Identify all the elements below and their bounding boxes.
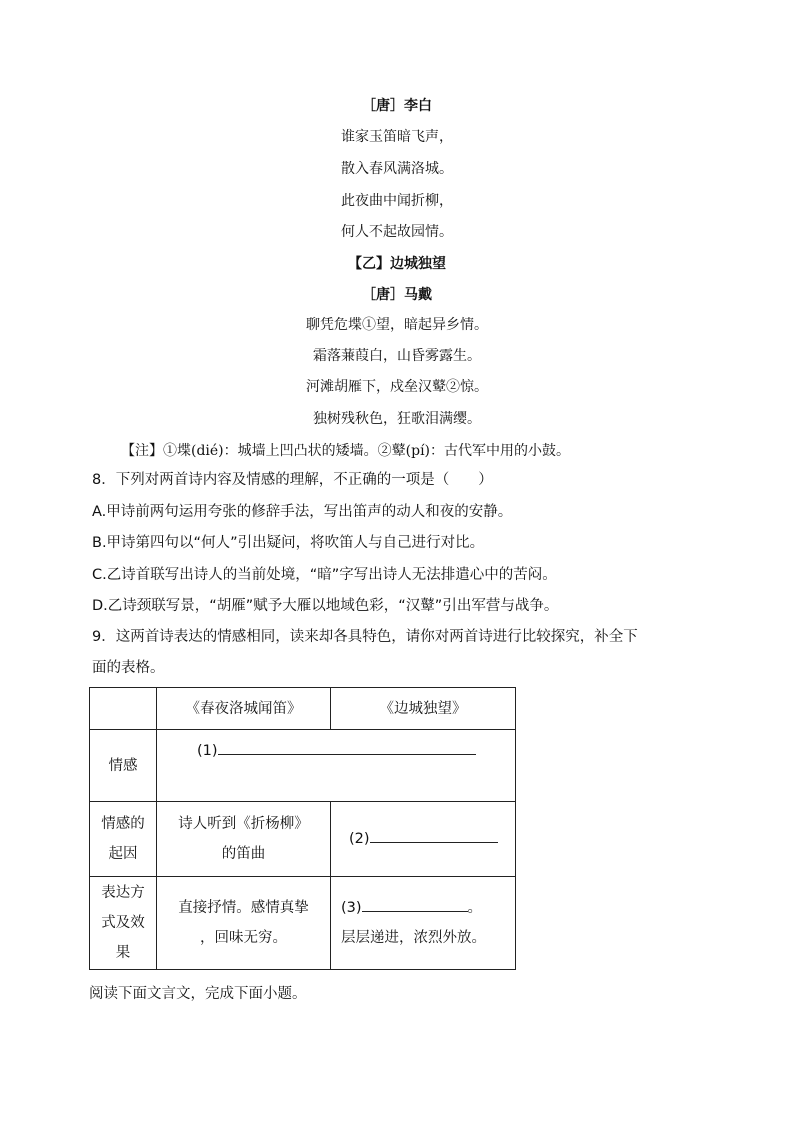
question-8-option-c: C.乙诗首联写出诗人的当前处境，“暗”字写出诗人无法排遣心中的苦闷。 (92, 567, 557, 583)
table-row-cause (90, 802, 516, 877)
poem-b-line-1: 聊凭危堞①望，暗起异乡情。 (306, 317, 488, 333)
row-label-cause-l1: 情感的 (101, 816, 145, 832)
poem-b-author: ［唐］马戴 (362, 287, 432, 303)
table-header-poem-b: 《边城独望》 (331, 688, 516, 730)
cause-poem-a-cell (157, 802, 331, 877)
blank-3-marker: (3) (341, 900, 362, 916)
poem-b-line-4: 独树残秋色，狂歌泪满缨。 (313, 411, 481, 427)
cause-poem-a-l1: 诗人听到《折杨柳》 (178, 816, 309, 832)
row-label-expression (90, 877, 157, 970)
poem-b-title: 【乙】边城独望 (348, 256, 446, 272)
question-8-stem: 8．下列对两首诗内容及情感的理解，不正确的一项是（ ） (92, 472, 493, 488)
table-row-expression (90, 877, 516, 970)
row-label-expression-l2: 式及效 (101, 915, 145, 931)
poem-a-line-3: 此夜曲中闻折柳， (341, 193, 453, 209)
question-8-option-b: B.甲诗第四句以“何人”引出疑问，将吹笛人与自己进行对比。 (92, 535, 485, 551)
blank-1-marker: (1) (197, 743, 218, 759)
answer-blank-3[interactable] (362, 895, 468, 912)
row-label-cause (90, 802, 157, 877)
poem-a-author: ［唐］李白 (362, 98, 432, 114)
answer-blank-1[interactable] (218, 738, 476, 755)
row-label-emotion: 情感 (90, 730, 157, 802)
poem-b-line-2: 霜落蒹葭白，山昏雾露生。 (313, 348, 481, 364)
row-label-expression-l1: 表达方 (101, 885, 145, 901)
row-label-expression-l3: 果 (115, 945, 131, 961)
blank-3-tail: 。 (467, 900, 483, 916)
expression-poem-b-l2: 层层递进，浓烈外放。 (341, 930, 486, 946)
reading-instruction: 阅读下面文言文，完成下面小题。 (89, 986, 307, 1002)
poem-a-line-2: 散入春风满洛城。 (341, 161, 453, 177)
table-row-emotion (90, 730, 516, 802)
expression-poem-a-l1: 直接抒情。感情真挚 (178, 900, 309, 916)
poem-note: 【注】①堞(dié)：城墙上凹凸状的矮墙。②鼙(pí)：古代军中用的小鼓。 (121, 443, 571, 459)
answer-blank-2[interactable] (370, 826, 498, 843)
cause-poem-a-l2: 的笛曲 (221, 846, 266, 862)
expression-poem-a-l2: ，回味无穷。 (200, 930, 287, 946)
poem-b-line-3: 河滩胡雁下，戍垒汉鼙②惊。 (306, 379, 488, 395)
table-header-poem-a: 《春夜洛城闻笛》 (157, 688, 331, 730)
blank-2-marker: (2) (349, 831, 370, 847)
question-9-stem-line-2: 面的表格。 (92, 660, 165, 676)
question-8-option-d: D.乙诗颈联写景，“胡雁”赋予大雁以地域色彩，“汉鼙”引出军营与战争。 (92, 598, 559, 614)
row-label-cause-l2: 起因 (108, 846, 138, 862)
table-header-empty (90, 688, 157, 730)
expression-poem-a-cell (157, 877, 331, 970)
answer-cell-3 (331, 877, 516, 970)
table-header-row (90, 688, 516, 730)
question-8-option-a: A.甲诗前两句运用夸张的修辞手法，写出笛声的动人和夜的安静。 (92, 504, 513, 520)
question-9-stem-line-1: 9．这两首诗表达的情感相同，读来却各具特色，请你对两首诗进行比较探究，补全下 (92, 629, 638, 645)
answer-cell-2 (331, 802, 516, 877)
poem-a-line-1: 谁家玉笛暗飞声， (341, 129, 453, 145)
answer-cell-1 (157, 730, 516, 802)
poem-a-line-4: 何人不起故园情。 (341, 224, 453, 240)
answer-3-line (341, 893, 515, 923)
comparison-table (89, 687, 516, 970)
